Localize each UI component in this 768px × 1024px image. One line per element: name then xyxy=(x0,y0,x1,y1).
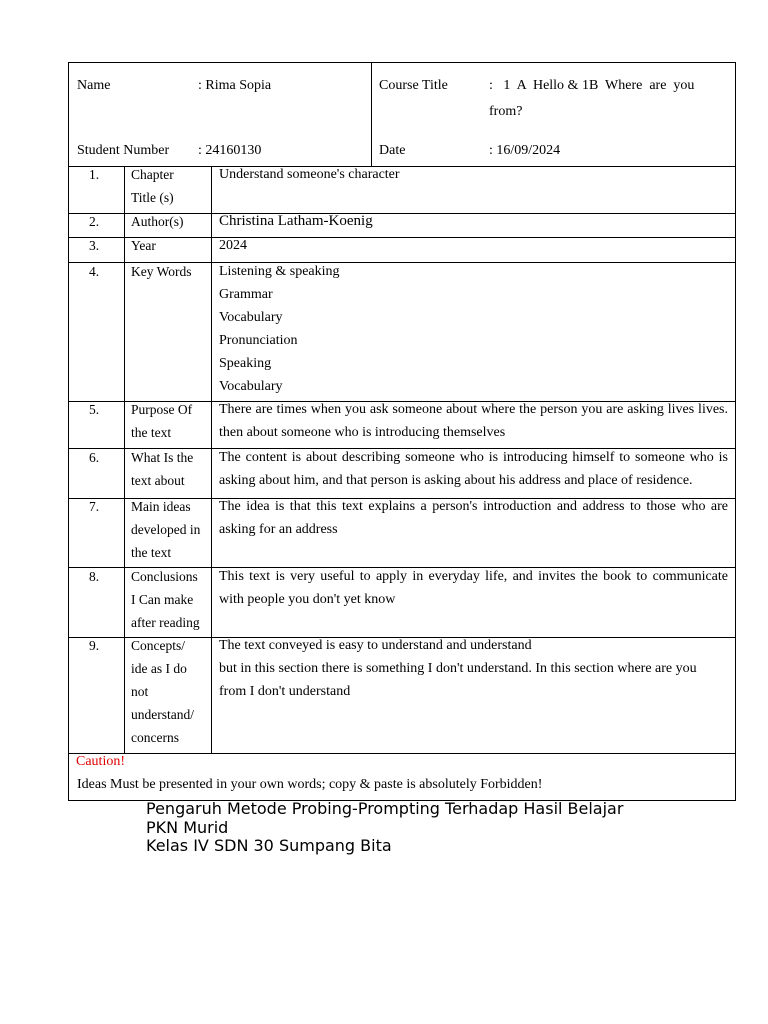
keyword-item: Grammar xyxy=(219,287,273,302)
row-label-line: Main ideas xyxy=(131,499,191,514)
below-text-line: PKN Murid xyxy=(146,818,229,837)
row-number: 6. xyxy=(88,450,100,465)
name-value: : Rima Sopia xyxy=(198,78,272,93)
below-text-line: Pengaruh Metode Probing-Prompting Terhadap Hasil Belajar xyxy=(146,799,624,818)
row-label-line: developed in xyxy=(131,522,201,537)
student-number-value: : 24160130 xyxy=(198,143,262,158)
row-label-line: Chapter xyxy=(131,167,174,182)
caution-note: Ideas Must be presented in your own words; copy & paste is absolutely Forbidden! xyxy=(77,777,543,792)
row-content: The content is about describing someone who is introducing himself to someone who is asking about him, and that person is asking about his address and place of residence. xyxy=(219,450,728,488)
row-label-line: the text xyxy=(131,545,172,560)
row-label xyxy=(131,163,213,209)
row-label-line: Concepts/ xyxy=(131,638,185,653)
row-label-line: Purpose Of xyxy=(131,402,193,417)
name-label: Name xyxy=(77,78,111,93)
row-content: Christina Latham-Koenig xyxy=(219,213,373,229)
row-content: The idea is that this text explains a person's introduction and address to those who are asking for an address xyxy=(219,499,728,537)
keyword-item: Vocabulary xyxy=(219,310,283,325)
row-label-line: I Can make xyxy=(131,592,194,607)
row-label-line: not xyxy=(131,684,149,699)
keyword-item: Speaking xyxy=(219,356,272,371)
keyword-item: Vocabulary xyxy=(219,379,283,394)
keywords-list xyxy=(219,260,728,398)
keyword-item: Pronunciation xyxy=(219,333,298,348)
row-label xyxy=(131,634,213,749)
course-title-value-line2: from? xyxy=(489,104,523,119)
row-number: 5. xyxy=(88,402,100,417)
row-label-line: concerns xyxy=(131,730,179,745)
row-label xyxy=(131,446,213,492)
row-number: 2. xyxy=(88,214,100,229)
keyword-item: Listening & speaking xyxy=(219,264,340,279)
row-number: 9. xyxy=(88,638,100,653)
row-content xyxy=(219,634,728,703)
row-label-line: Title (s) xyxy=(131,190,174,205)
row-label xyxy=(131,565,213,634)
row-number: 8. xyxy=(88,569,100,584)
row-number: 1. xyxy=(88,167,100,182)
student-number-label: Student Number xyxy=(77,143,170,158)
row-content: Understand someone's character xyxy=(219,167,400,182)
row-content-line: but in this section there is something I don't understand. In this section where are you xyxy=(219,661,697,676)
row-content-line: The text conveyed is easy to understand and understand xyxy=(219,638,532,653)
row-label-line: ide as I do xyxy=(131,661,187,676)
row-label xyxy=(131,495,213,564)
row-label: Key Words xyxy=(131,264,192,279)
header-divider xyxy=(371,62,372,167)
below-text-line: Kelas IV SDN 30 Sumpang Bita xyxy=(146,836,392,855)
date-label: Date xyxy=(379,143,406,158)
row-label-line: the text xyxy=(131,425,172,440)
date-value: : 16/09/2024 xyxy=(489,143,561,158)
course-title-value-line1: : 1 A Hello & 1B Where are you xyxy=(489,78,695,93)
row-content: This text is very useful to apply in everyday life, and invites the book to communicate with people you don't yet know xyxy=(219,569,728,607)
row-label xyxy=(131,398,213,444)
row-label: Year xyxy=(131,238,156,253)
row-number: 3. xyxy=(88,238,100,253)
row-label-line: understand/ xyxy=(131,707,194,722)
row-label-line: What Is the xyxy=(131,450,194,465)
row-number: 7. xyxy=(88,499,100,514)
column-divider-1 xyxy=(124,166,125,754)
row-content: 2024 xyxy=(219,238,247,253)
course-title-label: Course Title xyxy=(379,78,448,93)
row-label-line: after reading xyxy=(131,615,200,630)
row-content: There are times when you ask someone about where the person you are asking lives lives. then about someone who is introducing themselves xyxy=(219,402,728,440)
row-label-line: text about xyxy=(131,473,185,488)
caution-label: Caution! xyxy=(76,754,125,769)
row-label-line: Conclusions xyxy=(131,569,198,584)
row-number: 4. xyxy=(88,264,100,279)
row-content-line: from I don't understand xyxy=(219,684,351,699)
row-border xyxy=(68,753,736,754)
row-label: Author(s) xyxy=(131,214,184,229)
